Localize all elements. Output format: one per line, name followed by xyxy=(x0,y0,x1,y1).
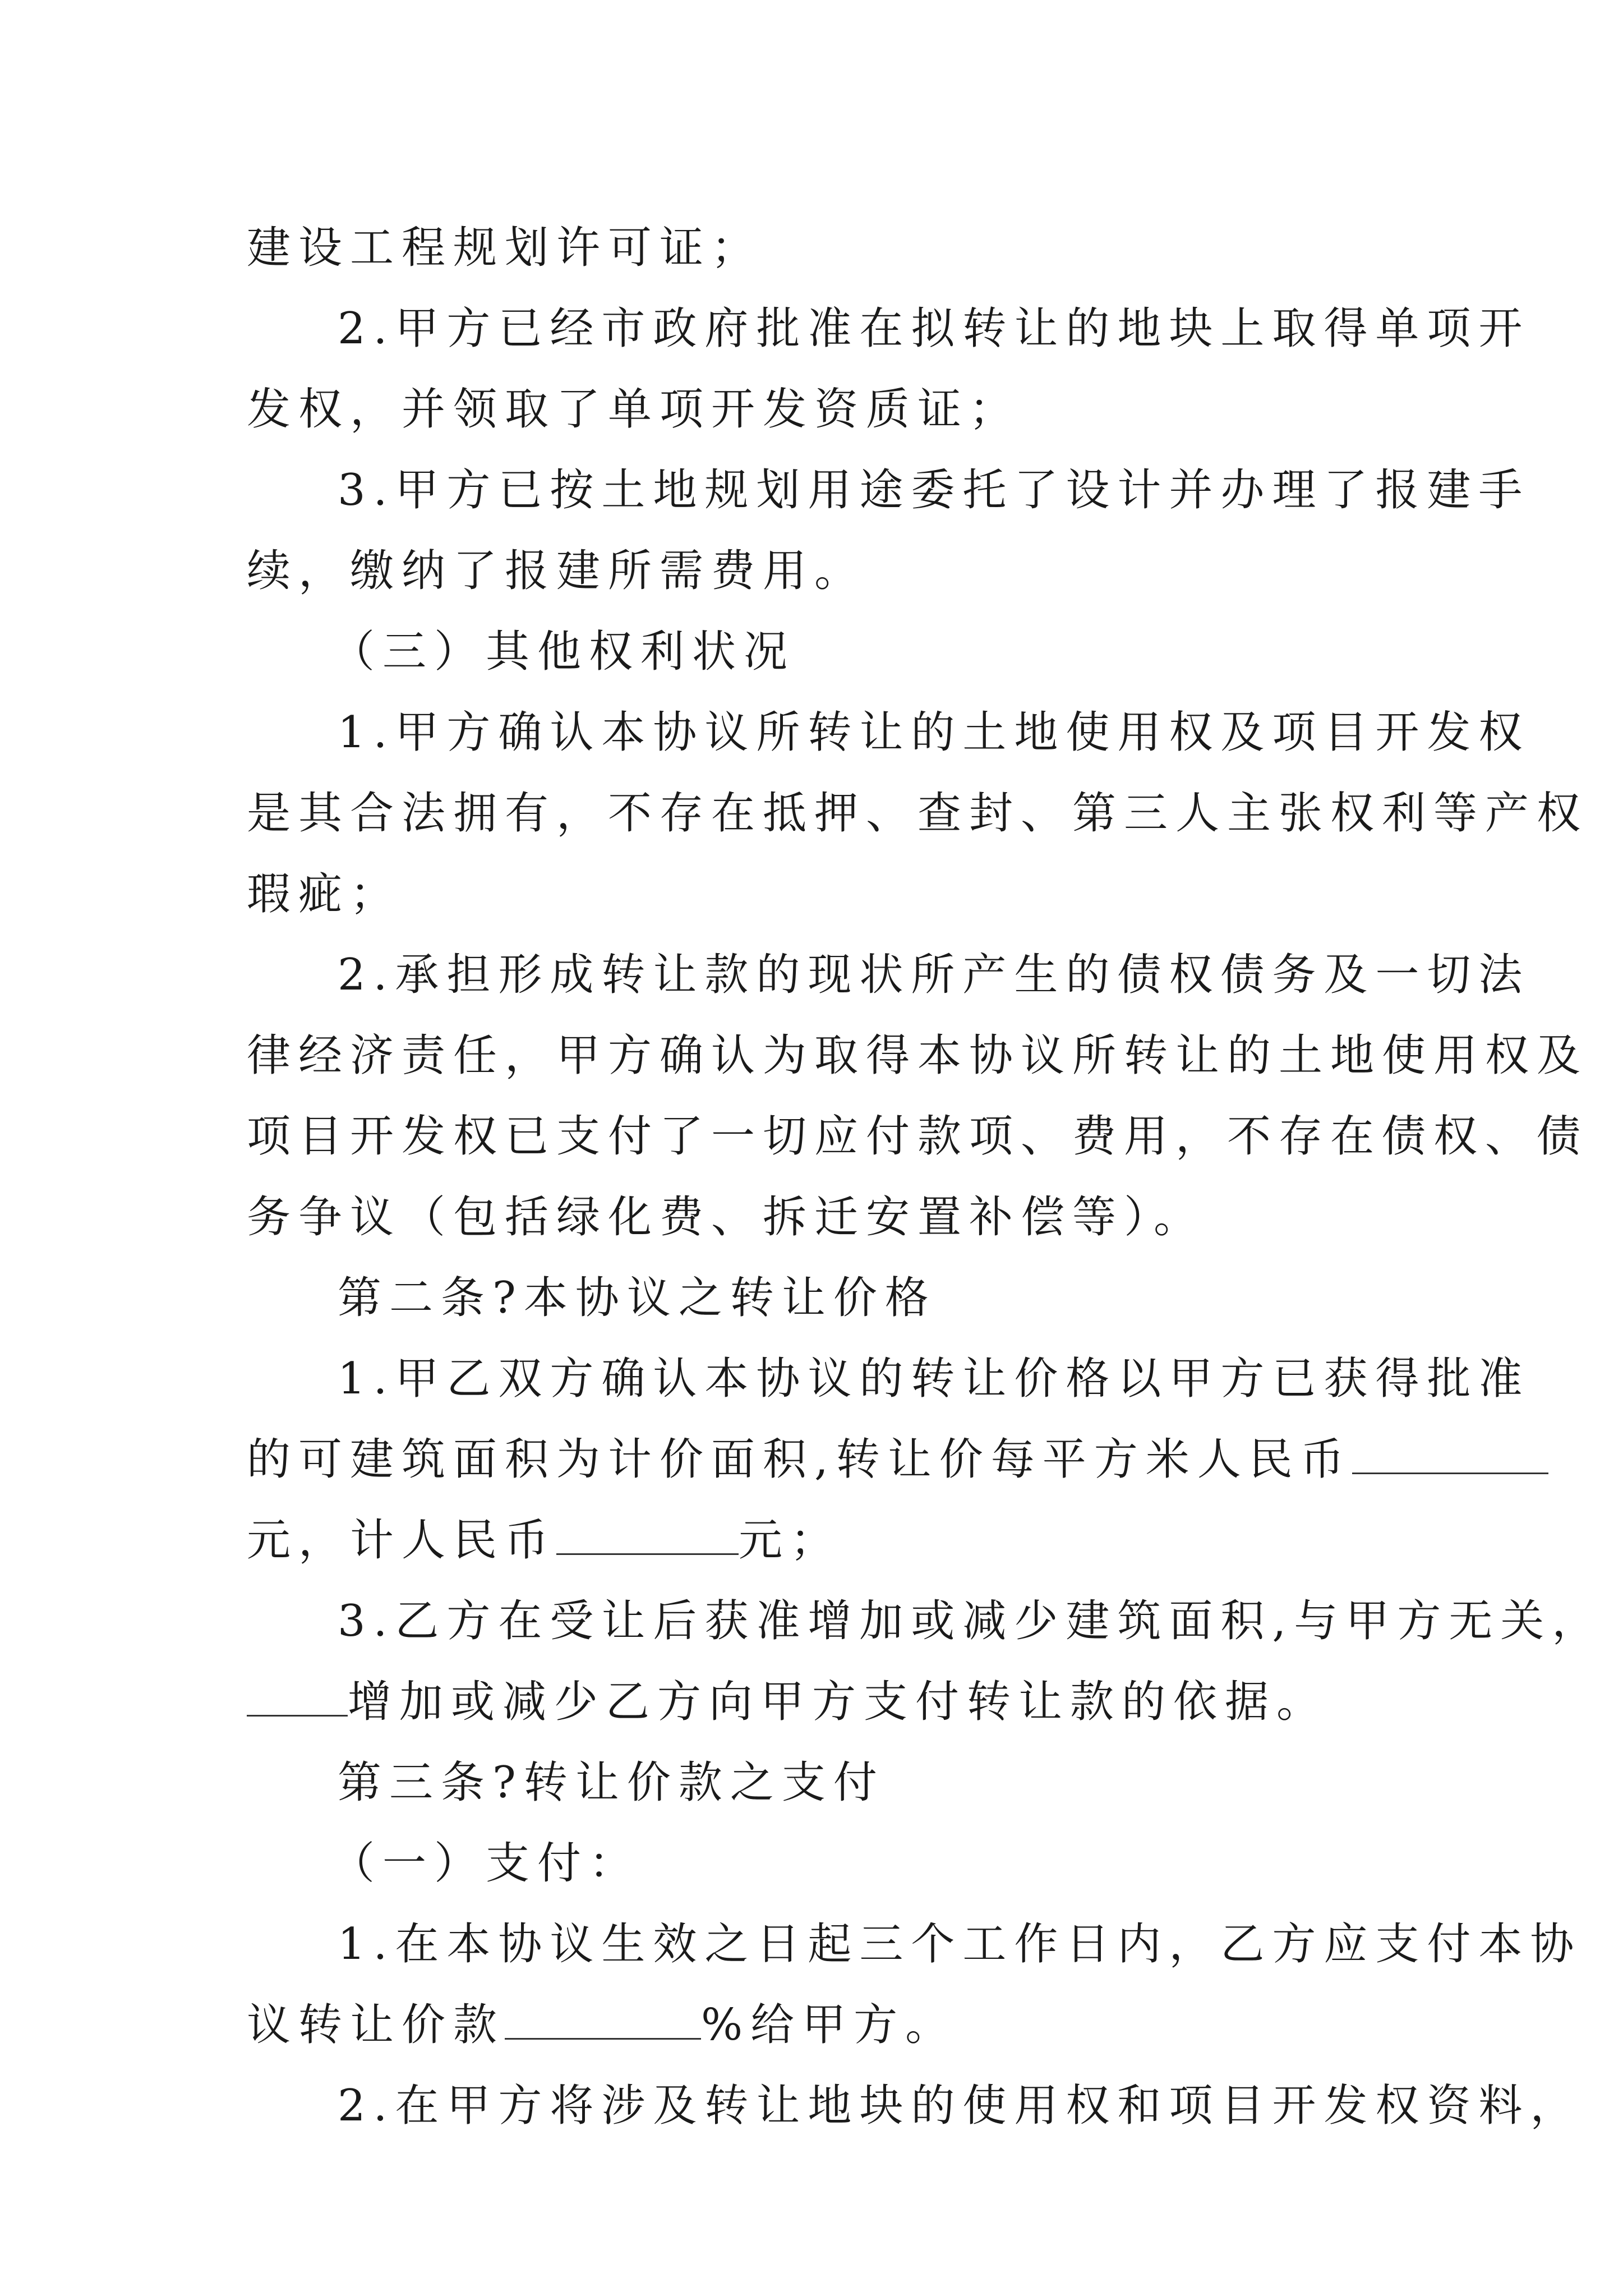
text-line: 1.甲方确认本协议所转让的土地使用权及项目开发权 xyxy=(338,707,1530,758)
text-line: 项目开发权已支付了一切应付款项、费用，不存在债权、债 xyxy=(247,1111,1589,1162)
text-line: 2.在甲方将涉及转让地块的使用权和项目开发权资料， xyxy=(338,2081,1582,2131)
document-body xyxy=(247,208,1604,2146)
text-line: 律经济责任，甲方确认为取得本协议所转让的土地使用权及 xyxy=(247,1030,1589,1081)
text-line: 2.甲方已经市政府批准在拟转让的地块上取得单项开 xyxy=(338,303,1530,354)
blank-unit-price xyxy=(1352,1433,1548,1474)
text-segment: 的可建筑面积为计价面积,转让价每平方米人民币 xyxy=(247,1434,1352,1485)
text-line: 3.乙方在受让后获准增加或减少建筑面积,与甲方无关， xyxy=(338,1596,1604,1646)
text-segment: 议转让价款 xyxy=(247,2000,505,2050)
text-line: 3.甲方已按土地规划用途委托了设计并办理了报建手 xyxy=(338,465,1530,516)
text-line: 务争议（包括绿化费、拆迁安置补偿等）。 xyxy=(247,1192,1206,1243)
text-line xyxy=(247,1662,1380,1742)
blank-total-price xyxy=(556,1514,739,1555)
text-line xyxy=(247,1985,1380,2065)
blank-clause xyxy=(247,1676,348,1717)
text-line: 1.甲乙双方确认本协议的转让价格以甲方已获得批准 xyxy=(338,1354,1530,1404)
text-line: 发权，并领取了单项开发资质证； xyxy=(247,384,1021,435)
text-segment: %给甲方。 xyxy=(701,2000,957,2050)
text-line: 瑕疵； xyxy=(247,869,402,919)
text-line xyxy=(247,1500,1380,1581)
text-segment: 元，计人民币 xyxy=(247,1515,557,1566)
blank-percentage xyxy=(505,1999,701,2040)
section-heading: （三）其他权利状况 xyxy=(331,627,796,677)
text-line: 是其合法拥有，不存在抵押、查封、第三人主张权利等产权 xyxy=(247,788,1589,839)
text-line: 建设工程规划许可证； xyxy=(247,223,763,273)
text-line: 续，缴纳了报建所需费用。 xyxy=(247,546,866,596)
article-heading: 第二条?本协议之转让价格 xyxy=(338,1273,937,1323)
text-segment: 元； xyxy=(739,1515,842,1566)
text-line xyxy=(247,1419,1380,1500)
text-segment: 增加或减少乙方向甲方支付转让款的依据。 xyxy=(348,1677,1329,1727)
article-heading: 第三条?转让价款之支付 xyxy=(338,1757,885,1808)
text-line: 2.承担形成转让款的现状所产生的债权债务及一切法 xyxy=(338,950,1530,1000)
text-line: 1.在本协议生效之日起三个工作日内，乙方应支付本协 xyxy=(338,1919,1582,1970)
section-heading: （一）支付： xyxy=(331,1838,641,1889)
